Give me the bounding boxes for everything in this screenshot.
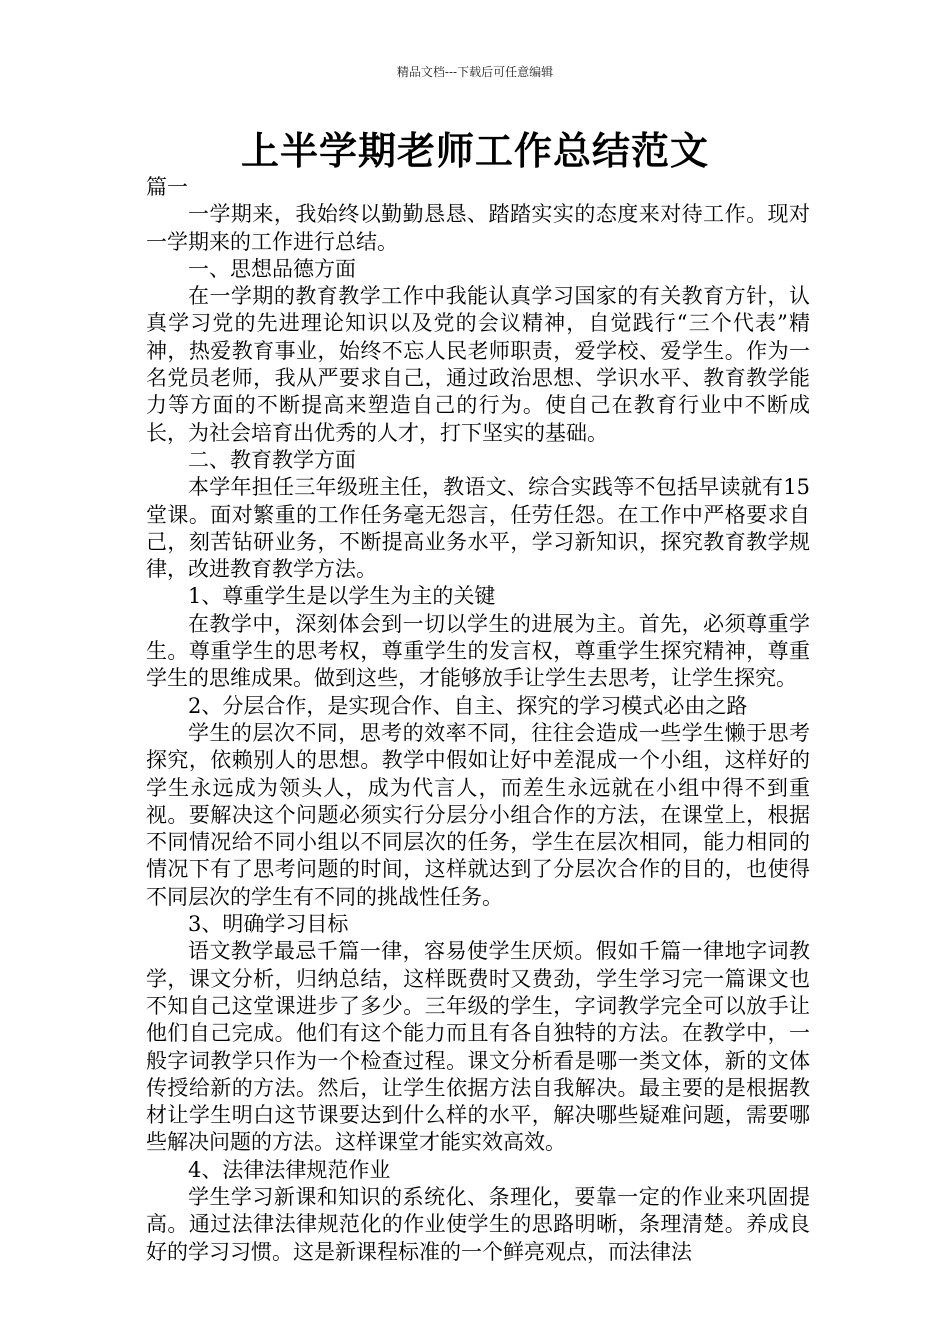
subsection-heading: 3、明确学习目标 <box>188 912 349 937</box>
section-heading: 一、思想品德方面 <box>188 256 356 281</box>
paragraph: 本学年担任三年级班主任，教语文、综合实践等不包括早读就有15堂课。面对繁重的工作任务毫无怨言，任劳任怨。在工作中严格要求自己，刻苦钻研业务，不断提高业务水平，学习新知识，探究教育教学规律，改进教育教学方法。 <box>146 475 810 582</box>
paragraph: 学生学习新课和知识的系统化、条理化，要靠一定的作业来巩固提高。通过法律法律规范化的作业使学生的思路明晰，条理清楚。养成良好的学习习惯。这是新课程标准的一个鲜亮观点，而法律法 <box>146 1184 810 1264</box>
document-title: 上半学期老师工作总结范文 <box>240 129 709 173</box>
paragraph: 一学期来，我始终以勤勤恳恳、踏踏实实的态度来对待工作。现对一学期来的工作进行总结。 <box>146 202 810 254</box>
page-header: 精品文档---下载后可任意编辑 <box>396 65 554 79</box>
subsection-heading: 4、法律法律规范作业 <box>188 1157 391 1182</box>
paragraph: 篇一 <box>146 175 188 199</box>
document-body <box>146 174 810 1266</box>
paragraph: 学生的层次不同，思考的效率不同，往往会造成一些学生懒于思考探究，依赖别人的思想。教学中假如让好中差混成一个小组，这样好的学生永远成为领头人，成为代言人，而差生永远就在小组中得不到重视。要解决这个问题必须实行分层分小组合作的方法，在课堂上，根据不同情况给不同小组以不同层次的任务，学生在层次相同，能力相同的情况下有了思考问题的时间，这样就达到了分层次合作的目的，也使得不同层次的学生有不同的挑战性任务。 <box>146 720 810 909</box>
subsection-heading: 1、尊重学生是以学生为主的关键 <box>188 584 496 609</box>
paragraph: 在一学期的教育教学工作中我能认真学习国家的有关教育方针，认真学习党的先进理论知识以及党的会议精神，自觉践行“三个代表”精神，热爱教育事业，始终不忘人民老师职责，爱学校、爱学生。作为一名党员老师，我从严要求自己，通过政治思想、学识水平、教育教学能力等方面的不断提高来塑造自己的行为。使自己在教育行业中不断成长，为社会培育出优秀的人才，打下坚实的基础。 <box>146 284 810 445</box>
paragraph: 语文教学最忌千篇一律，容易使学生厌烦。假如千篇一律地字词教学，课文分析，归纳总结，这样既费时又费劲，学生学习完一篇课文也不知自己这堂课进步了多少。三年级的学生，字词教学完全可以放手让他们自己完成。他们有这个能力而且有各自独特的方法。在教学中，一般字词教学只作为一个检查过程。课文分析看是哪一类文体，新的文体传授给新的方法。然后，让学生依据方法自我解决。最主要的是根据教材让学生明白这节课要达到什么样的水平，解决哪些疑难问题，需要哪些解决问题的方法。这样课堂才能实效高效。 <box>146 939 810 1155</box>
paragraph: 在教学中，深刻体会到一切以学生的进展为主。首先，必须尊重学生。尊重学生的思考权，尊重学生的发言权，尊重学生探究精神，尊重学生的思维成果。做到这些，才能够放手让学生去思考，让学生探究。 <box>146 611 810 691</box>
section-heading: 二、教育教学方面 <box>188 447 356 472</box>
subsection-heading: 2、分层合作，是实现合作、自主、探究的学习模式必由之路 <box>188 693 748 718</box>
